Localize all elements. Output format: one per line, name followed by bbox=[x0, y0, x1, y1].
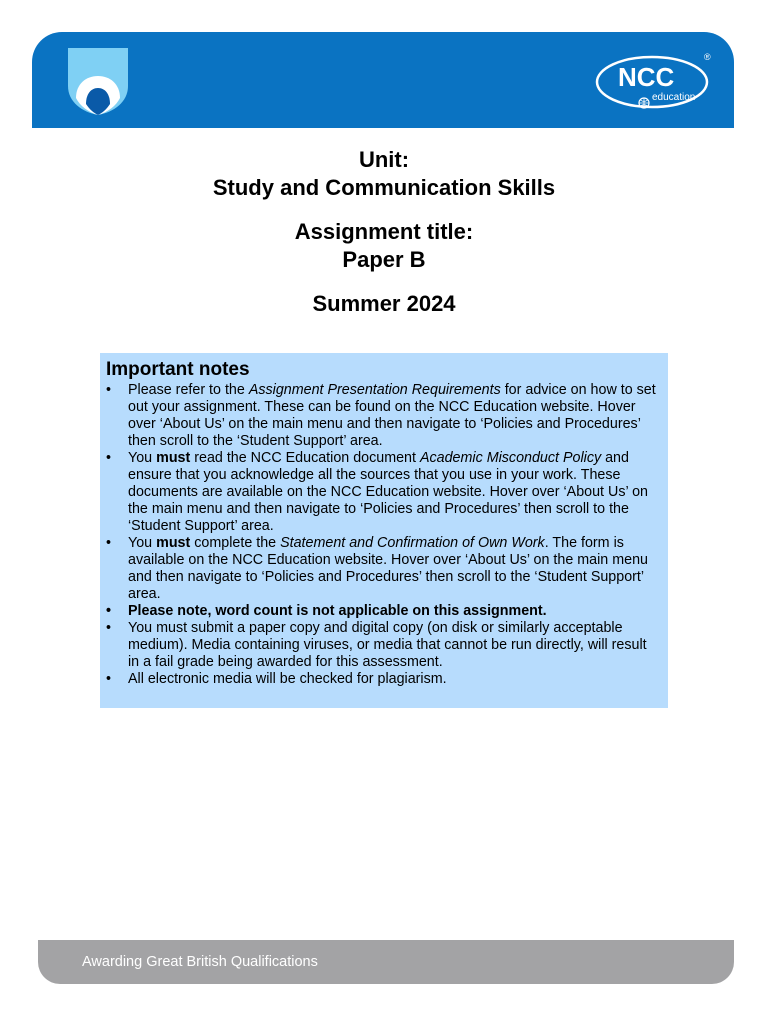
note-item: • All electronic media will be checked for plagiarism. bbox=[106, 671, 447, 687]
assignment-name: Paper B bbox=[342, 247, 426, 272]
session: Summer 2024 bbox=[312, 291, 456, 316]
notes-list bbox=[106, 382, 656, 688]
bullet-icon: • bbox=[106, 620, 112, 636]
university-crest-icon bbox=[66, 46, 130, 116]
ncc-logo-text: NCC bbox=[618, 62, 675, 92]
footer-tagline: Awarding Great British Qualifications bbox=[82, 954, 318, 970]
note-item: • You must complete the Statement and Confirmation of Own Work. The form is available on the NCC Education website. Hover over ‘About Us’ on the main menu and then navigate to ‘Policies and Procedures’ then scroll to the ‘Student Support’ area. bbox=[106, 535, 648, 602]
bullet-icon: • bbox=[106, 535, 112, 551]
note-item: • You must read the NCC Education document Academic Misconduct Policy and ensure that you acknowledge all the sources that you use in your work. These documents are available on the NCC Education website. Hover over ‘About Us’ on the main menu and then navigate to ‘Policies and Procedures’ then scroll to the ‘Student Support’ area. bbox=[106, 450, 648, 534]
notes-heading: Important notes bbox=[106, 359, 250, 380]
registered-mark: ® bbox=[704, 52, 711, 62]
note-item: • Please refer to the Assignment Presentation Requirements for advice on how to set out your assignment. These can be found on the NCC Education website. Hover over ‘About Us’ on the main menu and then navigate to ‘Policies and Procedures’ then scroll to the ‘Student Support’ area. bbox=[106, 382, 656, 449]
important-notes-box bbox=[100, 353, 668, 708]
bullet-icon: • bbox=[106, 671, 112, 687]
unit-label: Unit: bbox=[358, 147, 410, 172]
note-item: • You must submit a paper copy and digital copy (on disk or similarly acceptable medium). Media containing viruses, or media that cannot be run directly, will result in a fail grade being awarded for this assessment. bbox=[106, 620, 647, 670]
bullet-icon: • bbox=[106, 450, 112, 466]
header-banner bbox=[32, 32, 734, 128]
assignment-label: Assignment title: bbox=[294, 219, 474, 244]
bullet-icon: • bbox=[106, 382, 112, 398]
footer-banner bbox=[38, 940, 734, 984]
unit-name: Study and Communication Skills bbox=[212, 175, 556, 200]
note-item: • Please note, word count is not applicable on this assignment. bbox=[106, 603, 547, 619]
ncc-logo-subtext: education bbox=[652, 92, 696, 103]
bullet-icon: • bbox=[106, 603, 112, 619]
ncc-education-logo bbox=[594, 50, 716, 112]
document-titles bbox=[0, 146, 768, 318]
